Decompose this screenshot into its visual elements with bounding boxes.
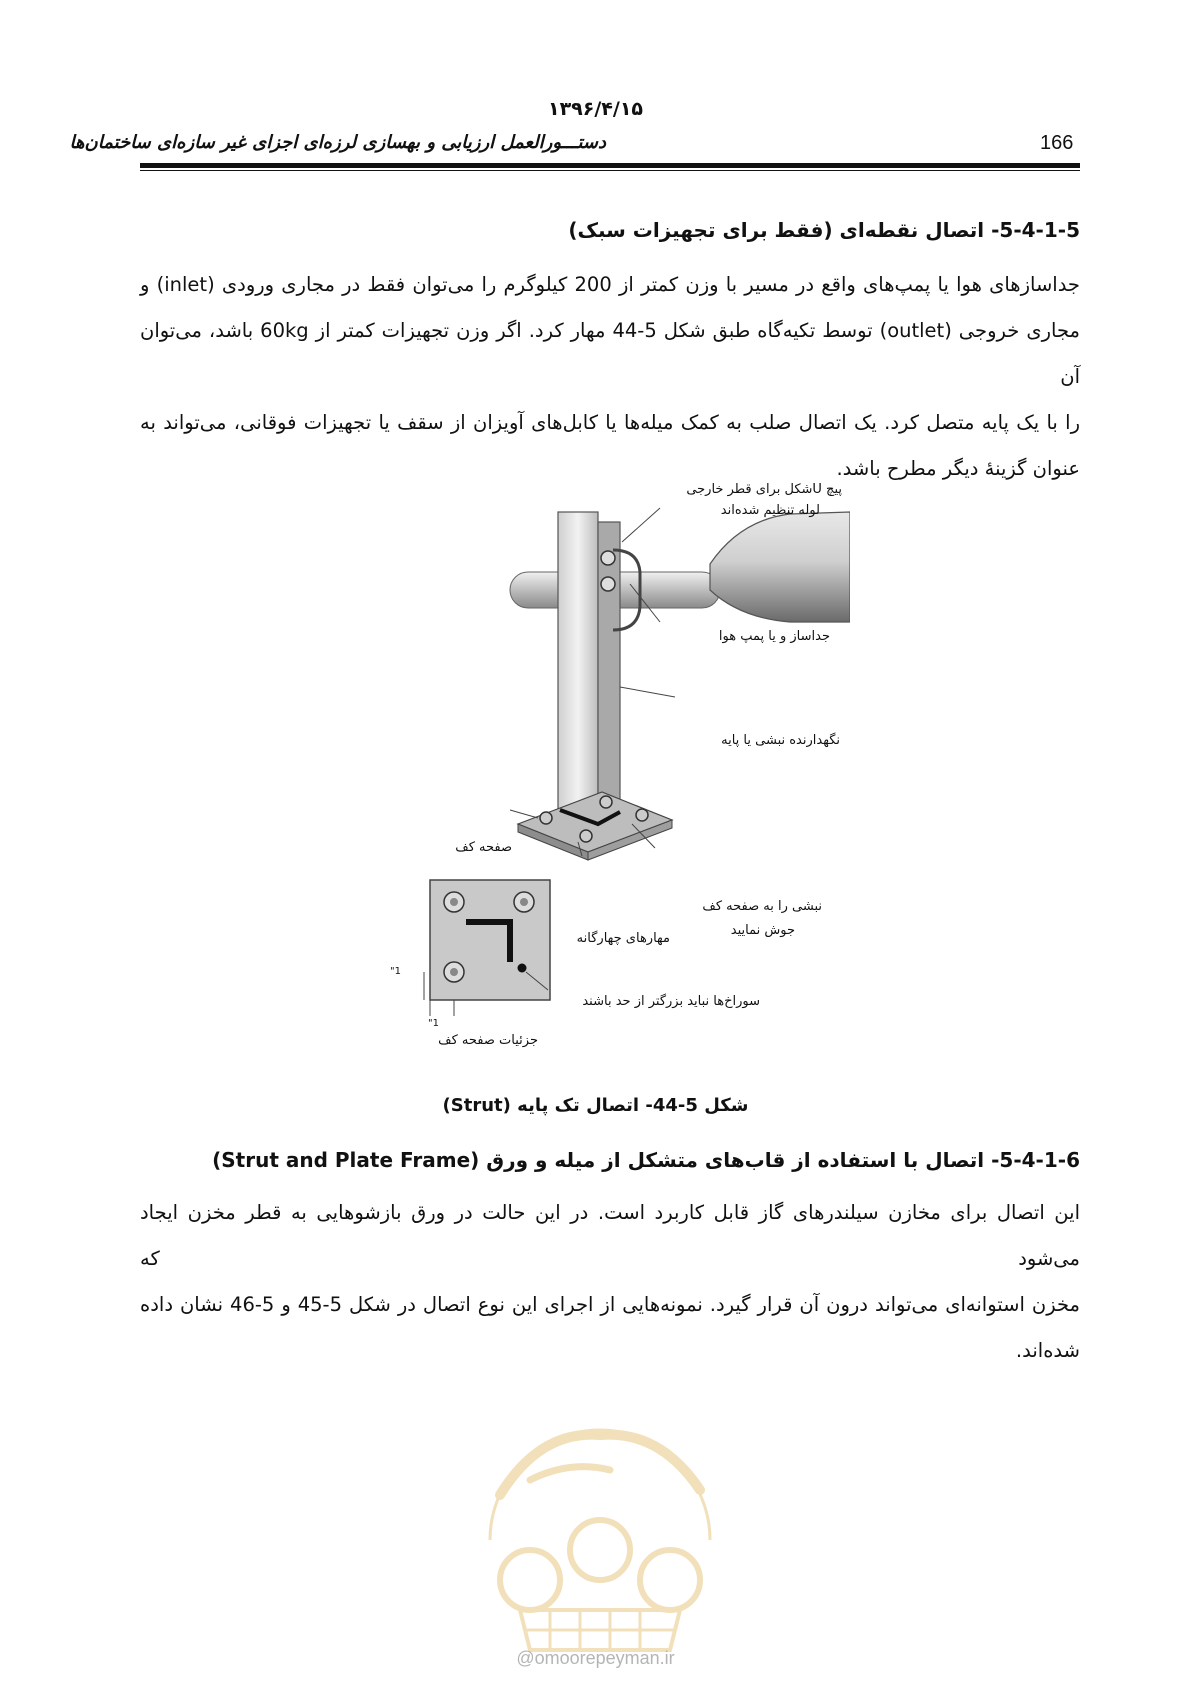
label-dimension: 1" [390, 966, 401, 977]
strut-connection-figure [410, 472, 850, 1072]
header-rule-thick [140, 163, 1080, 168]
detail-bolt [450, 898, 458, 906]
leader-line [510, 810, 538, 818]
bolt [601, 551, 615, 565]
leader-line [620, 687, 675, 697]
paragraph-line: مخزن استوانه‌ای می‌تواند درون آن قرار گیرد. نمونه‌هایی از اجرای این نوع اتصال در شکل 5-45 و 5-46 نشان داده شده‌اند. [140, 1293, 1080, 1362]
label-angle-support: نگهدارنده نبشی یا پایه [721, 733, 840, 748]
anchor-bolt [600, 796, 612, 808]
anchor-bolt [580, 830, 592, 842]
hole [518, 964, 527, 973]
leader-line [622, 508, 660, 542]
header-date: ۱۳۹۶/۴/۱۵ [547, 98, 644, 120]
paragraph-line: مجاری خروجی (outlet) توسط تکیه‌گاه طبق شکل 5-44 مهار کرد. اگر وزن تجهیزات کمتر از 60kg باشد، می‌توان آن [140, 319, 1080, 388]
paragraph-line: را با یک پایه متصل کرد. یک اتصال صلب به کمک میله‌ها یا کابل‌های آویزان از سقف یا تجهیزات فوقانی، می‌تواند به [140, 411, 1080, 434]
label-dimension: 1" [428, 1018, 439, 1029]
label-weld-2: جوش نمایید [730, 923, 795, 938]
label-anchors: مهارهای چهارگانه [576, 931, 670, 946]
header-title: دستـــورالعمل ارزیابی و بهسازی لرزه‌ای اجزای غیر سازه‌ای ساختمان‌ها [69, 132, 606, 153]
section-body-5-4-1-5 [140, 262, 1080, 492]
label-u-bolt: پیچ Uشکل برای قطر خارجی [686, 482, 842, 497]
separator-tank [710, 512, 850, 622]
label-holes: سوراخ‌ها نباید بزرگتر از حد باشند [582, 994, 760, 1009]
section-heading-5-4-1-5: 5-4-1-5- اتصال نقطه‌ای (فقط برای تجهیزات سبک) [568, 218, 1080, 242]
label-plate-detail: جزئیات صفحه کف [438, 1033, 538, 1048]
header-rule-thin [140, 170, 1080, 171]
label-pipe-adjusted: لوله تنظیم شده‌اند [720, 503, 820, 518]
anchor-bolt [636, 809, 648, 821]
detail-bolt [520, 898, 528, 906]
label-weld-1: نبشی را به صفحه کف [702, 899, 822, 914]
paragraph-line: این اتصال برای مخازن سیلندرهای گاز قابل کاربرد است. در این حالت در ورق بازشوهایی به قطر مخزن ایجاد می‌شود که [140, 1201, 1080, 1270]
bolt [601, 577, 615, 591]
section-body-5-4-1-6 [140, 1190, 1080, 1374]
label-separator: جداساز و یا پمپ هوا [718, 629, 830, 644]
paragraph-line: جداسازهای هوا یا پمپ‌های واقع در مسیر با وزن کمتر از 200 کیلوگرم را می‌توان فقط در مجاری ورودی (inlet) و [140, 273, 1080, 296]
watermark-logo [470, 1390, 730, 1680]
paragraph-line: عنوان گزینهٔ دیگر مطرح باشد. [836, 457, 1080, 480]
watermark-url: @omoorepeyman.ir [516, 1648, 675, 1668]
page-number: 166 [1040, 132, 1074, 154]
figure-caption: شکل 5-44- اتصال تک پایه (Strut) [442, 1095, 749, 1116]
detail-bolt [450, 968, 458, 976]
section-heading-5-4-1-6: 5-4-1-6- اتصال با استفاده از قاب‌های متشکل از میله و ورق (Strut and Plate Frame) [212, 1148, 1080, 1172]
label-base-plate: صفحه کف [455, 840, 512, 855]
anchor-bolt [540, 812, 552, 824]
angle-post [558, 512, 598, 812]
